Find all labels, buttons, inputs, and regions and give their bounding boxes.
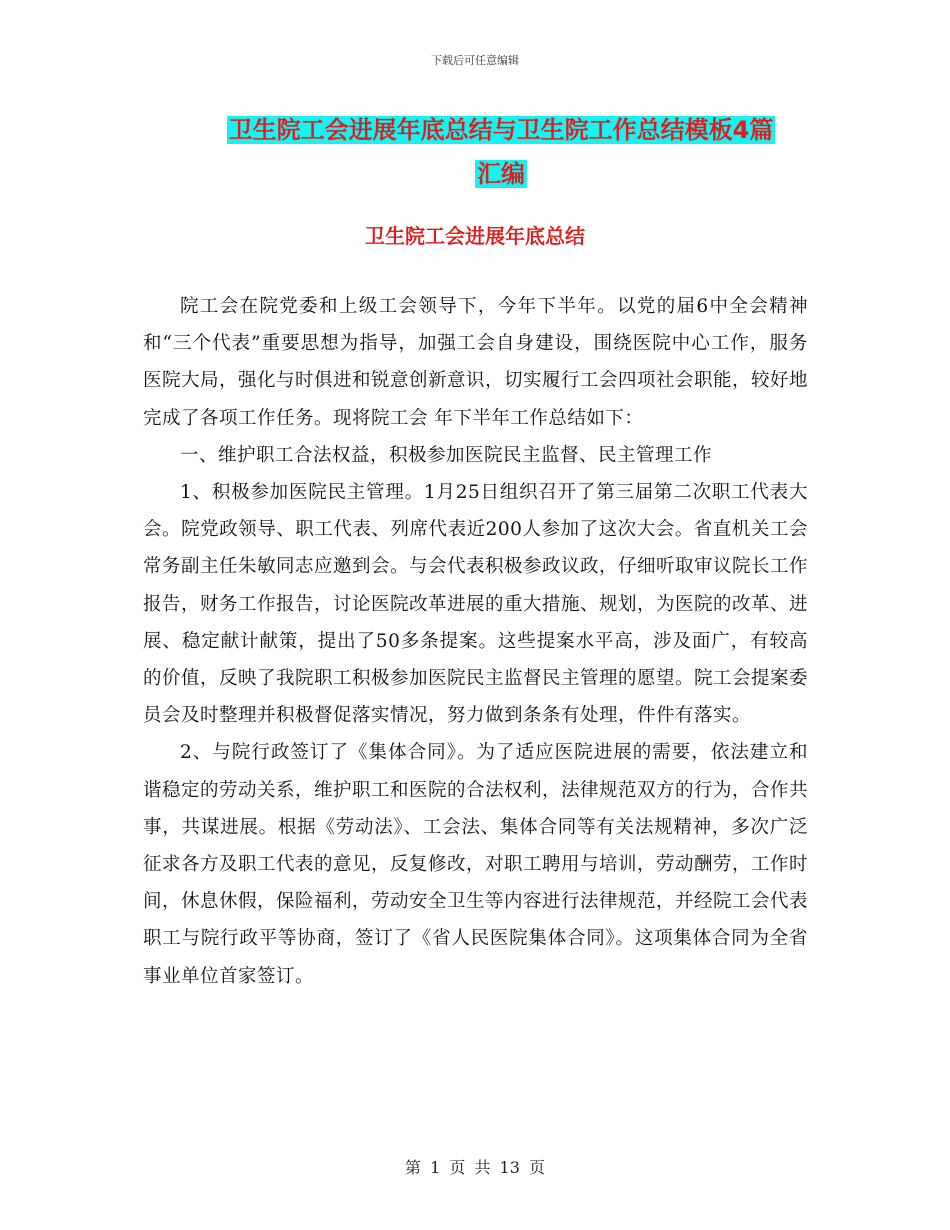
page-footer: 第 1 页 共 13 页	[405, 1158, 545, 1177]
document-title	[195, 108, 807, 196]
paragraph-intro: 院工会在院党委和上级工会领导下，今年下半年。以党的届6中全会精神和“三个代表”重要思想为指导，加强工会自身建设，围绕医院中心工作，服务医院大局，强化与时俱进和锐意创新意识，切实履行工会四项社会职能，较好地完成了各项工作任务。现将院工会 年下半年工作总结如下：	[143, 296, 809, 429]
paragraph-item-1: 1、积极参加医院民主管理。1月25日组织召开了第三届第二次职工代表大会。院党政领导、职工代表、列席代表近200人参加了这次大会。省直机关工会常务副主任朱敏同志应邀到会。与会代表积极参政议政，仔细听取审议院长工作报告，财务工作报告，讨论医院改革进展的重大措施、规划，为医院的改革、进展、稳定献计献策，提出了50多条提案。这些提案水平高，涉及面广，有较高的价值，反映了我院职工积极参加医院民主监督民主管理的愿望。院工会提案委员会及时整理并积极督促落实情况，努力做到条条有处理，件件有落实。	[143, 482, 809, 727]
section-title: 卫生院工会进展年底总结	[365, 224, 585, 248]
paragraph-heading-1: 一、维护职工合法权益，积极参加医院民主监督、民主管理工作	[180, 444, 713, 466]
document-title-line-1: 卫生院工会进展年底总结与卫生院工作总结模板4篇	[228, 116, 774, 144]
document-body	[143, 288, 808, 995]
page-header: 下载后可任意编辑	[431, 54, 519, 67]
paragraph-item-2: 2、与院行政签订了《集体合同》。为了适应医院进展的需要，依法建立和谐稳定的劳动关系，维护职工和医院的合法权利，法律规范双方的行为，合作共事，共谋进展。根据《劳动法》、工会法、集体合同等有关法规精神，多次广泛征求各方及职工代表的意见，反复修改，对职工聘用与培训，劳动酬劳，工作时间，休息休假，保险福利，劳动安全卫生等内容进行法律规范，并经院工会代表职工与院行政平等协商，签订了《省人民医院集体合同》。这项集体合同为全省事业单位首家签订。	[143, 742, 809, 987]
document-title-line-2: 汇编	[477, 160, 525, 188]
